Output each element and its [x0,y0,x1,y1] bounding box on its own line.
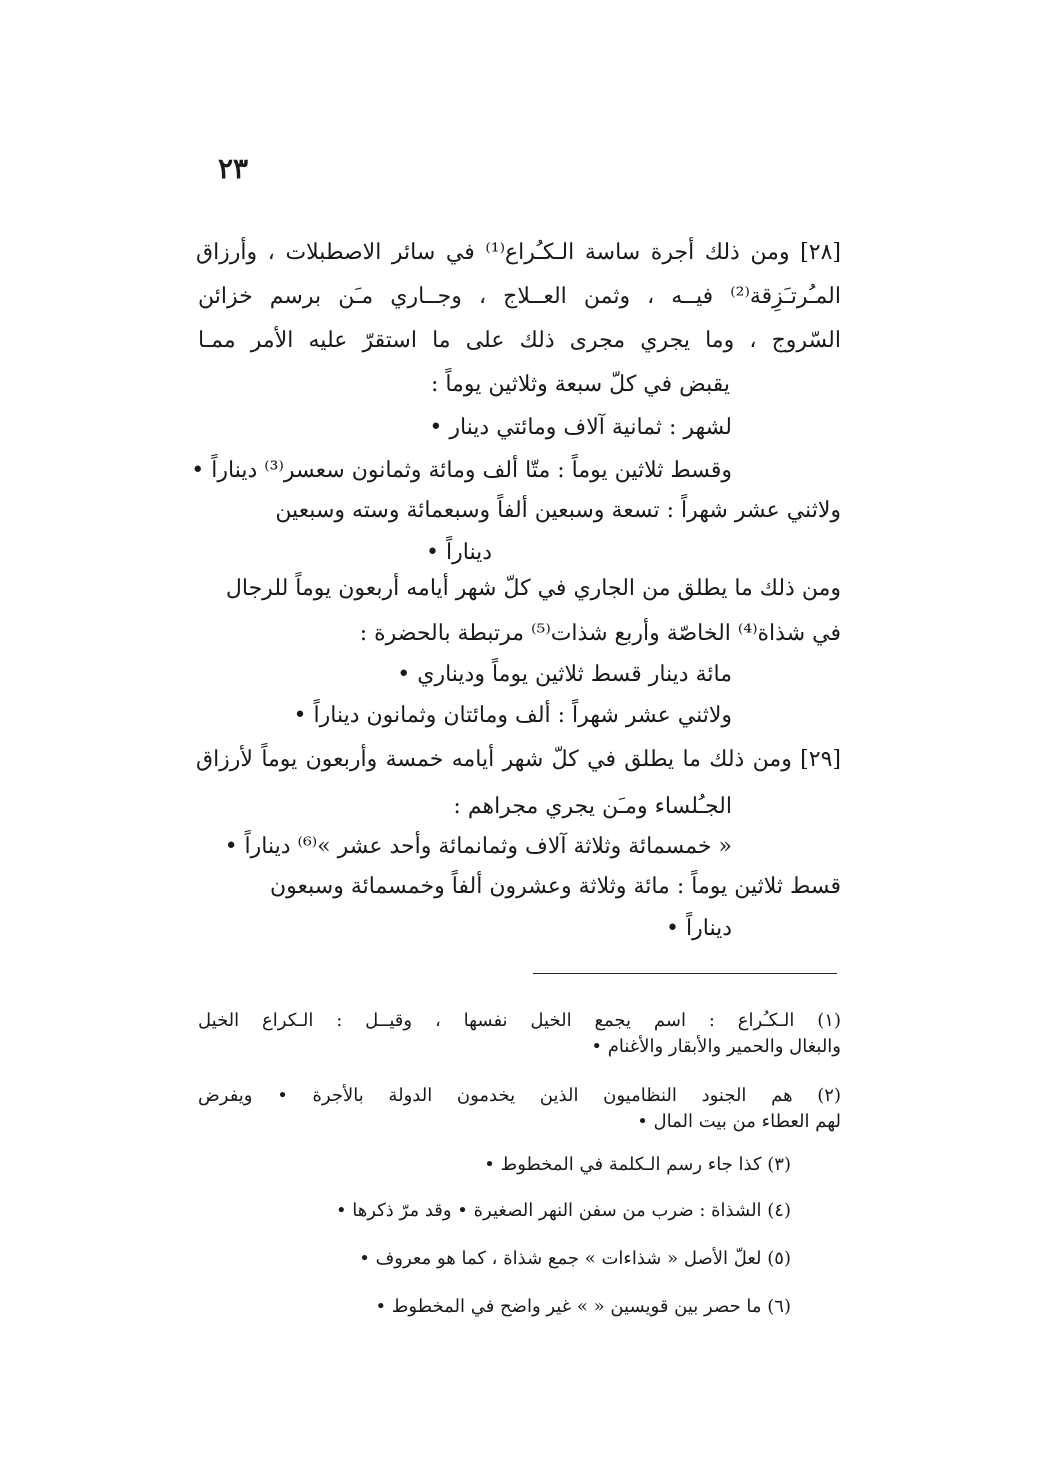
body-line: الجـُلساء ومـَن يجري مجراهم : [453,794,732,819]
body-line: وقسط ثلاثين يوماً : متّا ألف ومائة وثمانون سعسر⁽³⁾ ديناراً • [191,458,732,483]
footnote-5: (٥) لعلّ الأصل « شذاءات » جمع شذاة ، كما هو معروف • [359,1248,791,1269]
footnote-6: (٦) ما حصر بين قويسين « » غير واضح في المخطوط • [375,1296,791,1317]
footnote-1-continued: والبغال والحمير والأبقار والأغنام • [591,1036,841,1057]
body-line: يقبض في كلّ سبعة وثلاثين يوماً : [430,372,730,397]
footnote-2-continued: لهم العطاء من بيت المال • [637,1111,841,1132]
body-line: ديناراً • [426,540,492,565]
body-line: ولاثني عشر شهراً : تسعة وسبعين ألفاً وسبعمائة وسته وسبعين [275,498,841,523]
body-line: السّروج ، وما يجري مجرى ذلك على ما استقرّ عليه الأمر ممـا [198,328,841,353]
footnote-1: (١) الـكـُراع : اسم يجمع الخيل نفسها ، وقيــل : الـكراع الخيل [198,1010,841,1031]
body-line: ديناراً • [666,916,732,941]
footnote-3: (٣) كذا جاء رسم الـكلمة في المخطوط • [484,1154,791,1175]
footnote-separator [533,973,837,974]
body-line: المـُرتـَزِقة⁽²⁾ فيــه ، وثمن العــلاج ، وجــاري مـَن برسم خزائن [198,284,841,309]
body-line: لشهر : ثمانية آلاف ومائتي دينار • [429,415,732,440]
body-line: ومن ذلك ما يطلق من الجاري في كلّ شهر أيامه أربعون يوماً للرجال [225,576,841,601]
body-line: في شذاة⁽⁴⁾ الخاصّة وأربع شذات⁽⁵⁾ مرتبطة بالحضرة : [359,621,841,646]
footnote-4: (٤) الشذاة : ضرب من سفن النهر الصغيرة • وقد مرّ ذكرها • [335,1200,791,1221]
body-line-paragraph-28-start: [٢٨] ومن ذلك أجرة ساسة الـكـُراع⁽¹⁾ في سائر الاصطبلات ، وأرزاق [196,240,841,265]
body-line: قسط ثلاثين يوماً : مائة وثلاثة وعشرون ألفاً وخمسمائة وسبعون [270,874,841,899]
footnote-2: (٢) هم الجنود النظاميون الذين يخدمون الدولة بالأجرة • ويفرض [198,1085,841,1106]
body-line: ولاثني عشر شهراً : ألف ومائتان وثمانون ديناراً • [293,703,732,728]
body-line: « خمسمائة وثلاثة آلاف وثمانمائة وأحد عشر »⁽⁶⁾ ديناراً • [224,834,732,859]
page-number: ٢٣ [218,152,249,185]
body-line-paragraph-29-start: [٢٩] ومن ذلك ما يطلق في كلّ شهر أيامه خمسة وأربعون يوماً لأرزاق [196,747,841,772]
body-line: مائة دينار قسط ثلاثين يوماً وديناري • [397,662,732,687]
